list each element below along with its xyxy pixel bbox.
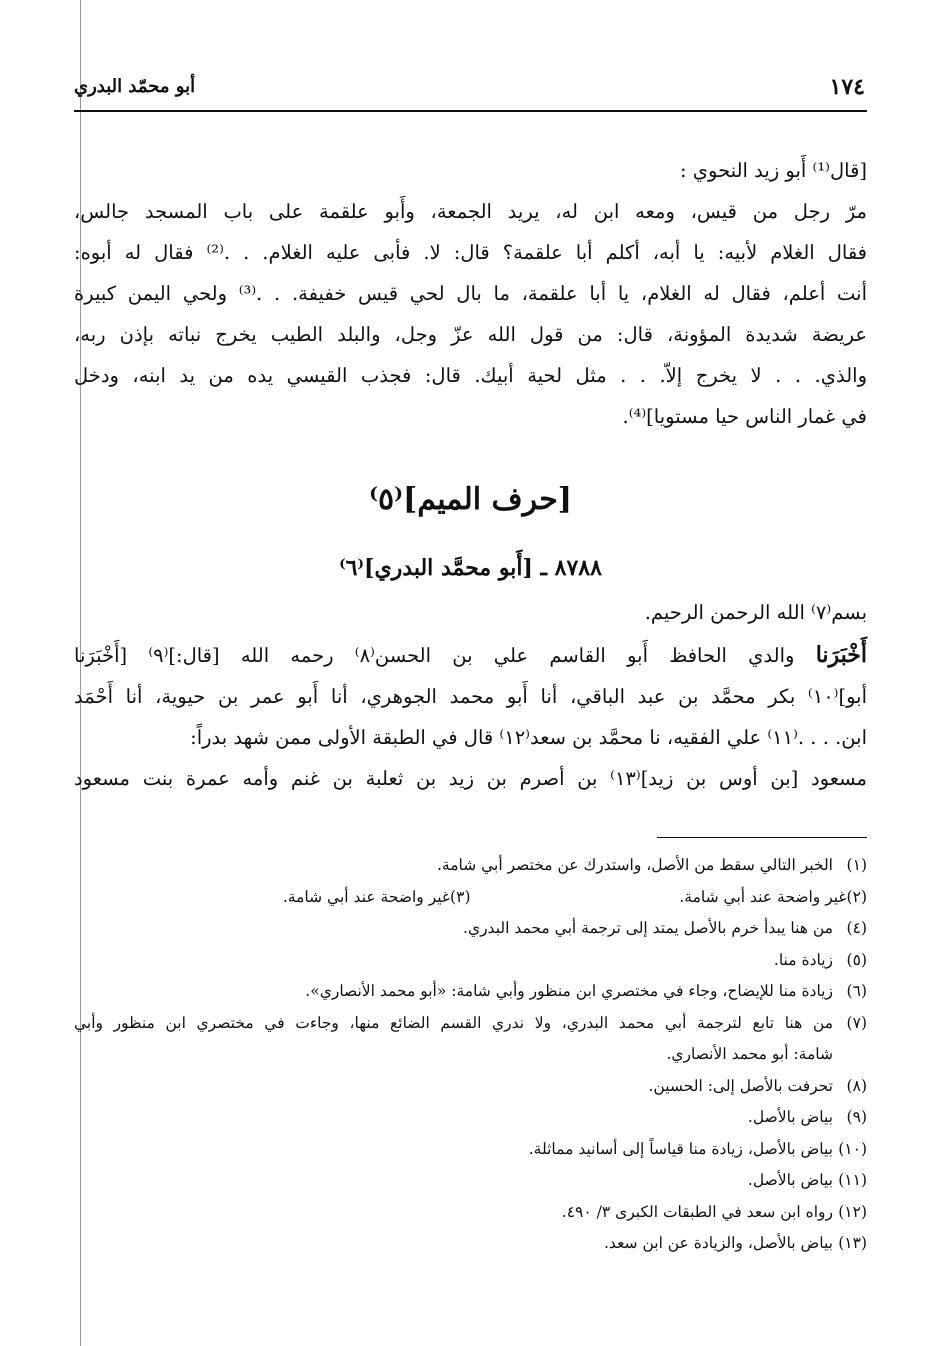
running-title: أبو محمّد البدري xyxy=(74,76,196,97)
footnote xyxy=(74,1165,867,1197)
footnote-number: (١٣) xyxy=(838,1234,867,1252)
footnote xyxy=(74,1071,867,1103)
header-rule xyxy=(74,110,867,112)
isnad-line-rest: والدي الحافظ أَبو القاسم علي بن الحسن⁽٨⁾ رحمه الله [قال:]⁽٩⁾ [أَخْبَرَنا xyxy=(74,644,816,667)
narrative-line: عريضة شديدة المؤونة، قال: من قول الله عزّ وجل، والبلد الطيب يخرج نباته بإذن ربه، xyxy=(74,323,867,346)
footnote-text: الخبر التالي سقط من الأصل، واستدرك عن مختصر أبي شامة. xyxy=(436,856,833,874)
footnote-number: (٨) xyxy=(846,1076,867,1095)
isnad-line: أبو]⁽١٠⁾ بكر محمَّد بن عبد الباقي، أنا أَبو محمد الجوهري، أنا أَبو عمر بن حيوية، أنا أَحْمَد xyxy=(74,685,867,708)
narrative-line: والذي. . . لا يخرج إلاّ. . . مثل لحية أبيك. قال: فجذب القيسي يده من يد ابنه، ودخل xyxy=(74,364,867,387)
footnote xyxy=(74,1134,867,1166)
footnote-text: زيادة منا للإيضاح، وجاء في مختصري ابن منظور وأبي شامة: «أبو محمد الأنصاري». xyxy=(305,982,833,1000)
footnote xyxy=(74,1102,867,1134)
isnad-line: ابن. . . .⁽١١⁾ علي الفقيه، نا محمَّد بن سعد⁽١٢⁾ قال في الطبقة الأولى ممن شهد بدراً: xyxy=(190,726,867,749)
narrative-text xyxy=(74,150,867,437)
footnote xyxy=(74,1228,867,1260)
footnote xyxy=(74,882,471,914)
footnote-text: غير واضحة عند أبي شامة. xyxy=(679,887,847,906)
narrative-line: [قال⁽¹⁾ أَبو زيد النحوي : xyxy=(680,159,867,182)
footnote-text: شامة: أبو محمد الأنصاري. xyxy=(666,1045,833,1063)
narrative-line: في غمار الناس حيا مستويا]⁽⁴⁾. xyxy=(622,405,867,428)
footnote xyxy=(471,882,868,914)
footnote-text: بياض بالأصل. xyxy=(747,1171,833,1189)
footnote-number: (١) xyxy=(846,856,867,874)
isnad-line xyxy=(74,635,867,676)
footnote-number: (٧) xyxy=(846,1013,867,1032)
footnote-text: بياض بالأصل، والزيادة عن ابن سعد. xyxy=(604,1234,833,1252)
isnad-line: مسعود [بن أوس بن زيد]⁽١٣⁾ بن أصرم بن زيد بن ثعلبة بن غنم وأمه عمرة بنت مسعود xyxy=(74,767,867,790)
footnote-separator xyxy=(657,837,867,838)
footnote-number: (٥) xyxy=(846,950,867,969)
footnote-pair xyxy=(74,882,867,914)
footnote-text: من هنا يبدأ خرم بالأصل يمتد إلى ترجمة أبي محمد البدري. xyxy=(463,919,833,937)
footnote-text: غير واضحة عند أبي شامة. xyxy=(282,887,451,906)
footnote-number: (١٠) xyxy=(838,1139,867,1158)
narrative-line: فقال الغلام لأبيه: يا أبه، أكلم أبا علقمة؟ قال: لا. فأبى عليه الغلام. . .⁽²⁾ فقال له أبوه: xyxy=(74,241,868,264)
footnote-number: (٤) xyxy=(846,919,867,937)
footnote-number: (٣) xyxy=(450,887,471,906)
footnote xyxy=(74,976,867,1008)
footnote xyxy=(74,850,867,882)
footnote-text: بياض بالأصل. xyxy=(747,1108,833,1126)
footnote xyxy=(74,945,867,977)
section-heading: [حرف الميم]⁽٥⁾ xyxy=(369,482,572,517)
page-number: ١٧٤ xyxy=(829,74,865,100)
footnote-number: (٩) xyxy=(846,1108,867,1126)
narrative-line: مرّ رجل من قيس، ومعه ابن له، يريد الجمعة، وأَبو علقمة على باب المسجد جالس، xyxy=(74,200,867,223)
narrative-line: أنت أعلم، فقال له الغلام، يا أبا علقمة، ما بال لحي قيس خفيفة. . .⁽³⁾ ولحي اليمن كبيرة xyxy=(74,282,867,305)
footnote-text: من هنا تابع لترجمة أبي محمد البدري، ولا ندري القسم الضائع منها، وجاءت في مختصري ابن منظور وأبي xyxy=(74,1013,833,1032)
footnotes xyxy=(74,850,867,1260)
footnote-text: تحرفت بالأصل إلى: الحسين. xyxy=(648,1076,833,1095)
footnote-number: (١١) xyxy=(838,1171,867,1189)
akhbarana-word: أَخْبَرَنا xyxy=(815,642,868,668)
footnote-text: زيادة منا. xyxy=(773,950,833,969)
basmala: بسم⁽٧⁾ الله الرحمن الرحيم. xyxy=(644,601,867,624)
footnote-text: بياض بالأصل، زيادة منا قياساً إلى أسانيد مماثلة. xyxy=(528,1139,833,1158)
page-header xyxy=(74,72,867,102)
footnote-number: (٦) xyxy=(846,982,867,1000)
footnote-number: (١٢) xyxy=(838,1202,867,1221)
entry-heading: ٨٧٨٨ ـ [أَبو محمَّد البدري]⁽٦⁾ xyxy=(339,555,602,581)
isnad-text xyxy=(74,635,867,799)
footnote-number: (٢) xyxy=(846,887,867,906)
book-page xyxy=(74,72,867,1260)
footnote xyxy=(74,1008,867,1071)
footnote-text: رواه ابن سعد في الطبقات الكبرى ٣/ ٤٩٠. xyxy=(561,1202,833,1221)
footnote xyxy=(74,1197,867,1229)
footnote xyxy=(74,913,867,945)
